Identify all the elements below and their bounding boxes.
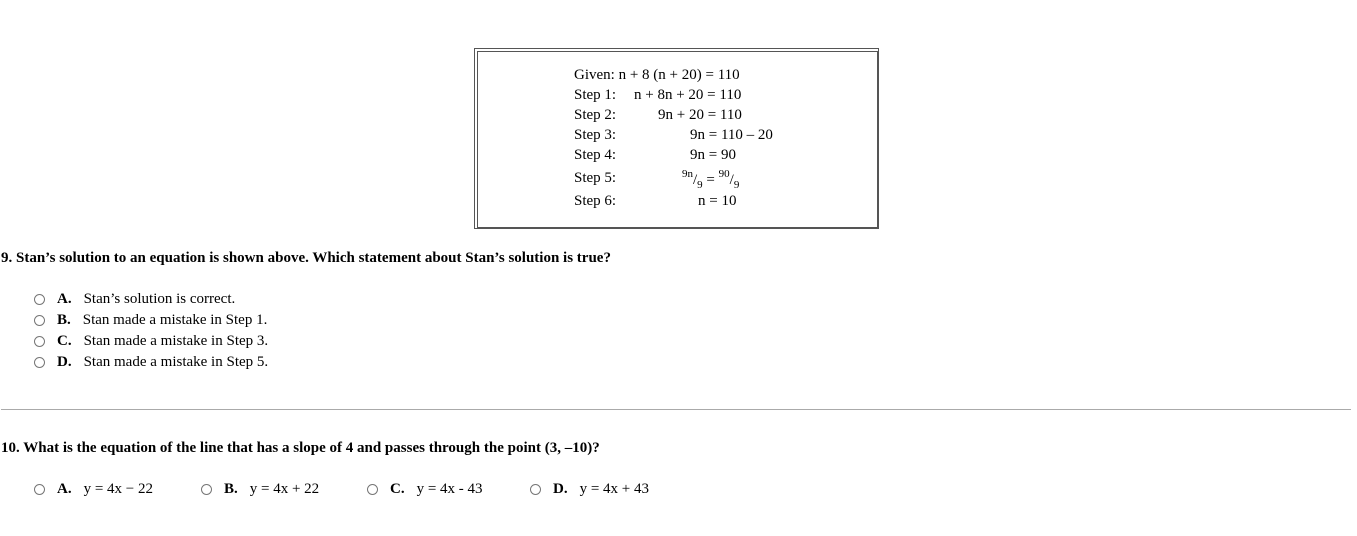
fraction-denominator: 9	[733, 179, 740, 191]
radio-button[interactable]	[34, 315, 45, 326]
choice-letter: D.	[553, 481, 568, 497]
q10-choice-a[interactable]	[34, 481, 153, 498]
radio-button[interactable]	[34, 294, 45, 305]
step-label: Step 3:	[574, 127, 617, 143]
choice-text: y = 4x − 22	[83, 481, 154, 497]
choice-text: y = 4x + 22	[249, 481, 320, 497]
choice-text: Stan made a mistake in Step 5.	[83, 354, 269, 370]
q9-choice-c[interactable]	[34, 333, 268, 350]
radio-button[interactable]	[530, 484, 541, 495]
q9-choice-d[interactable]	[34, 354, 268, 371]
step-equation: n + 8n + 20 = 110	[634, 87, 742, 103]
question-9-text: 9. Stan’s solution to an equation is shown above. Which statement about Stan’s solution is true?	[1, 250, 611, 266]
choice-letter: A.	[57, 291, 72, 307]
step-label: Step 5:	[574, 170, 617, 186]
step-label: Step 2:	[574, 107, 617, 123]
step-equation: 9n = 90	[690, 147, 736, 163]
choice-text: Stan made a mistake in Step 1.	[82, 312, 268, 328]
choice-letter: D.	[57, 354, 72, 370]
radio-button[interactable]	[201, 484, 212, 495]
radio-button[interactable]	[34, 484, 45, 495]
q10-choice-b[interactable]	[201, 481, 319, 498]
choice-text: y = 4x - 43	[416, 481, 483, 497]
fraction-numerator: 90	[718, 168, 730, 180]
given-label: Given:	[574, 67, 615, 83]
radio-button[interactable]	[367, 484, 378, 495]
choice-letter: C.	[57, 333, 72, 349]
q9-choice-b[interactable]	[34, 312, 267, 329]
choice-letter: A.	[57, 481, 72, 497]
section-divider	[1, 409, 1351, 410]
solution-inner	[477, 51, 878, 228]
question-10-text: 10. What is the equation of the line that has a slope of 4 and passes through the point (3, –10)?	[1, 440, 600, 456]
given-row	[574, 66, 740, 84]
step-equation: 9n + 20 = 110	[658, 107, 742, 123]
solution-box	[474, 48, 879, 229]
fraction-numerator: 9n	[682, 168, 693, 180]
choice-letter: B.	[224, 481, 238, 497]
q9-choice-a[interactable]	[34, 291, 235, 308]
equals-sign: =	[706, 172, 715, 188]
step-label: Step 6:	[574, 193, 617, 209]
radio-button[interactable]	[34, 336, 45, 347]
fraction-denominator: 9	[697, 179, 703, 191]
given-equation: n + 8 (n + 20) = 110	[618, 67, 740, 83]
step-label: Step 4:	[574, 147, 617, 163]
choice-text: Stan made a mistake in Step 3.	[83, 333, 269, 349]
choice-text: Stan’s solution is correct.	[83, 291, 236, 307]
q10-choice-c[interactable]	[367, 481, 483, 498]
step-label: Step 1:	[574, 87, 617, 103]
step-equation-fraction: $^{9n}/_9 = ^{90}/_9$	[682, 168, 740, 191]
step-equation: n = 10	[698, 193, 737, 209]
q10-choice-d[interactable]	[530, 481, 649, 498]
choice-text: y = 4x + 43	[579, 481, 650, 497]
choice-letter: C.	[390, 481, 405, 497]
choice-letter: B.	[57, 312, 71, 328]
step-equation: 9n = 110 – 20	[690, 127, 773, 143]
radio-button[interactable]	[34, 357, 45, 368]
